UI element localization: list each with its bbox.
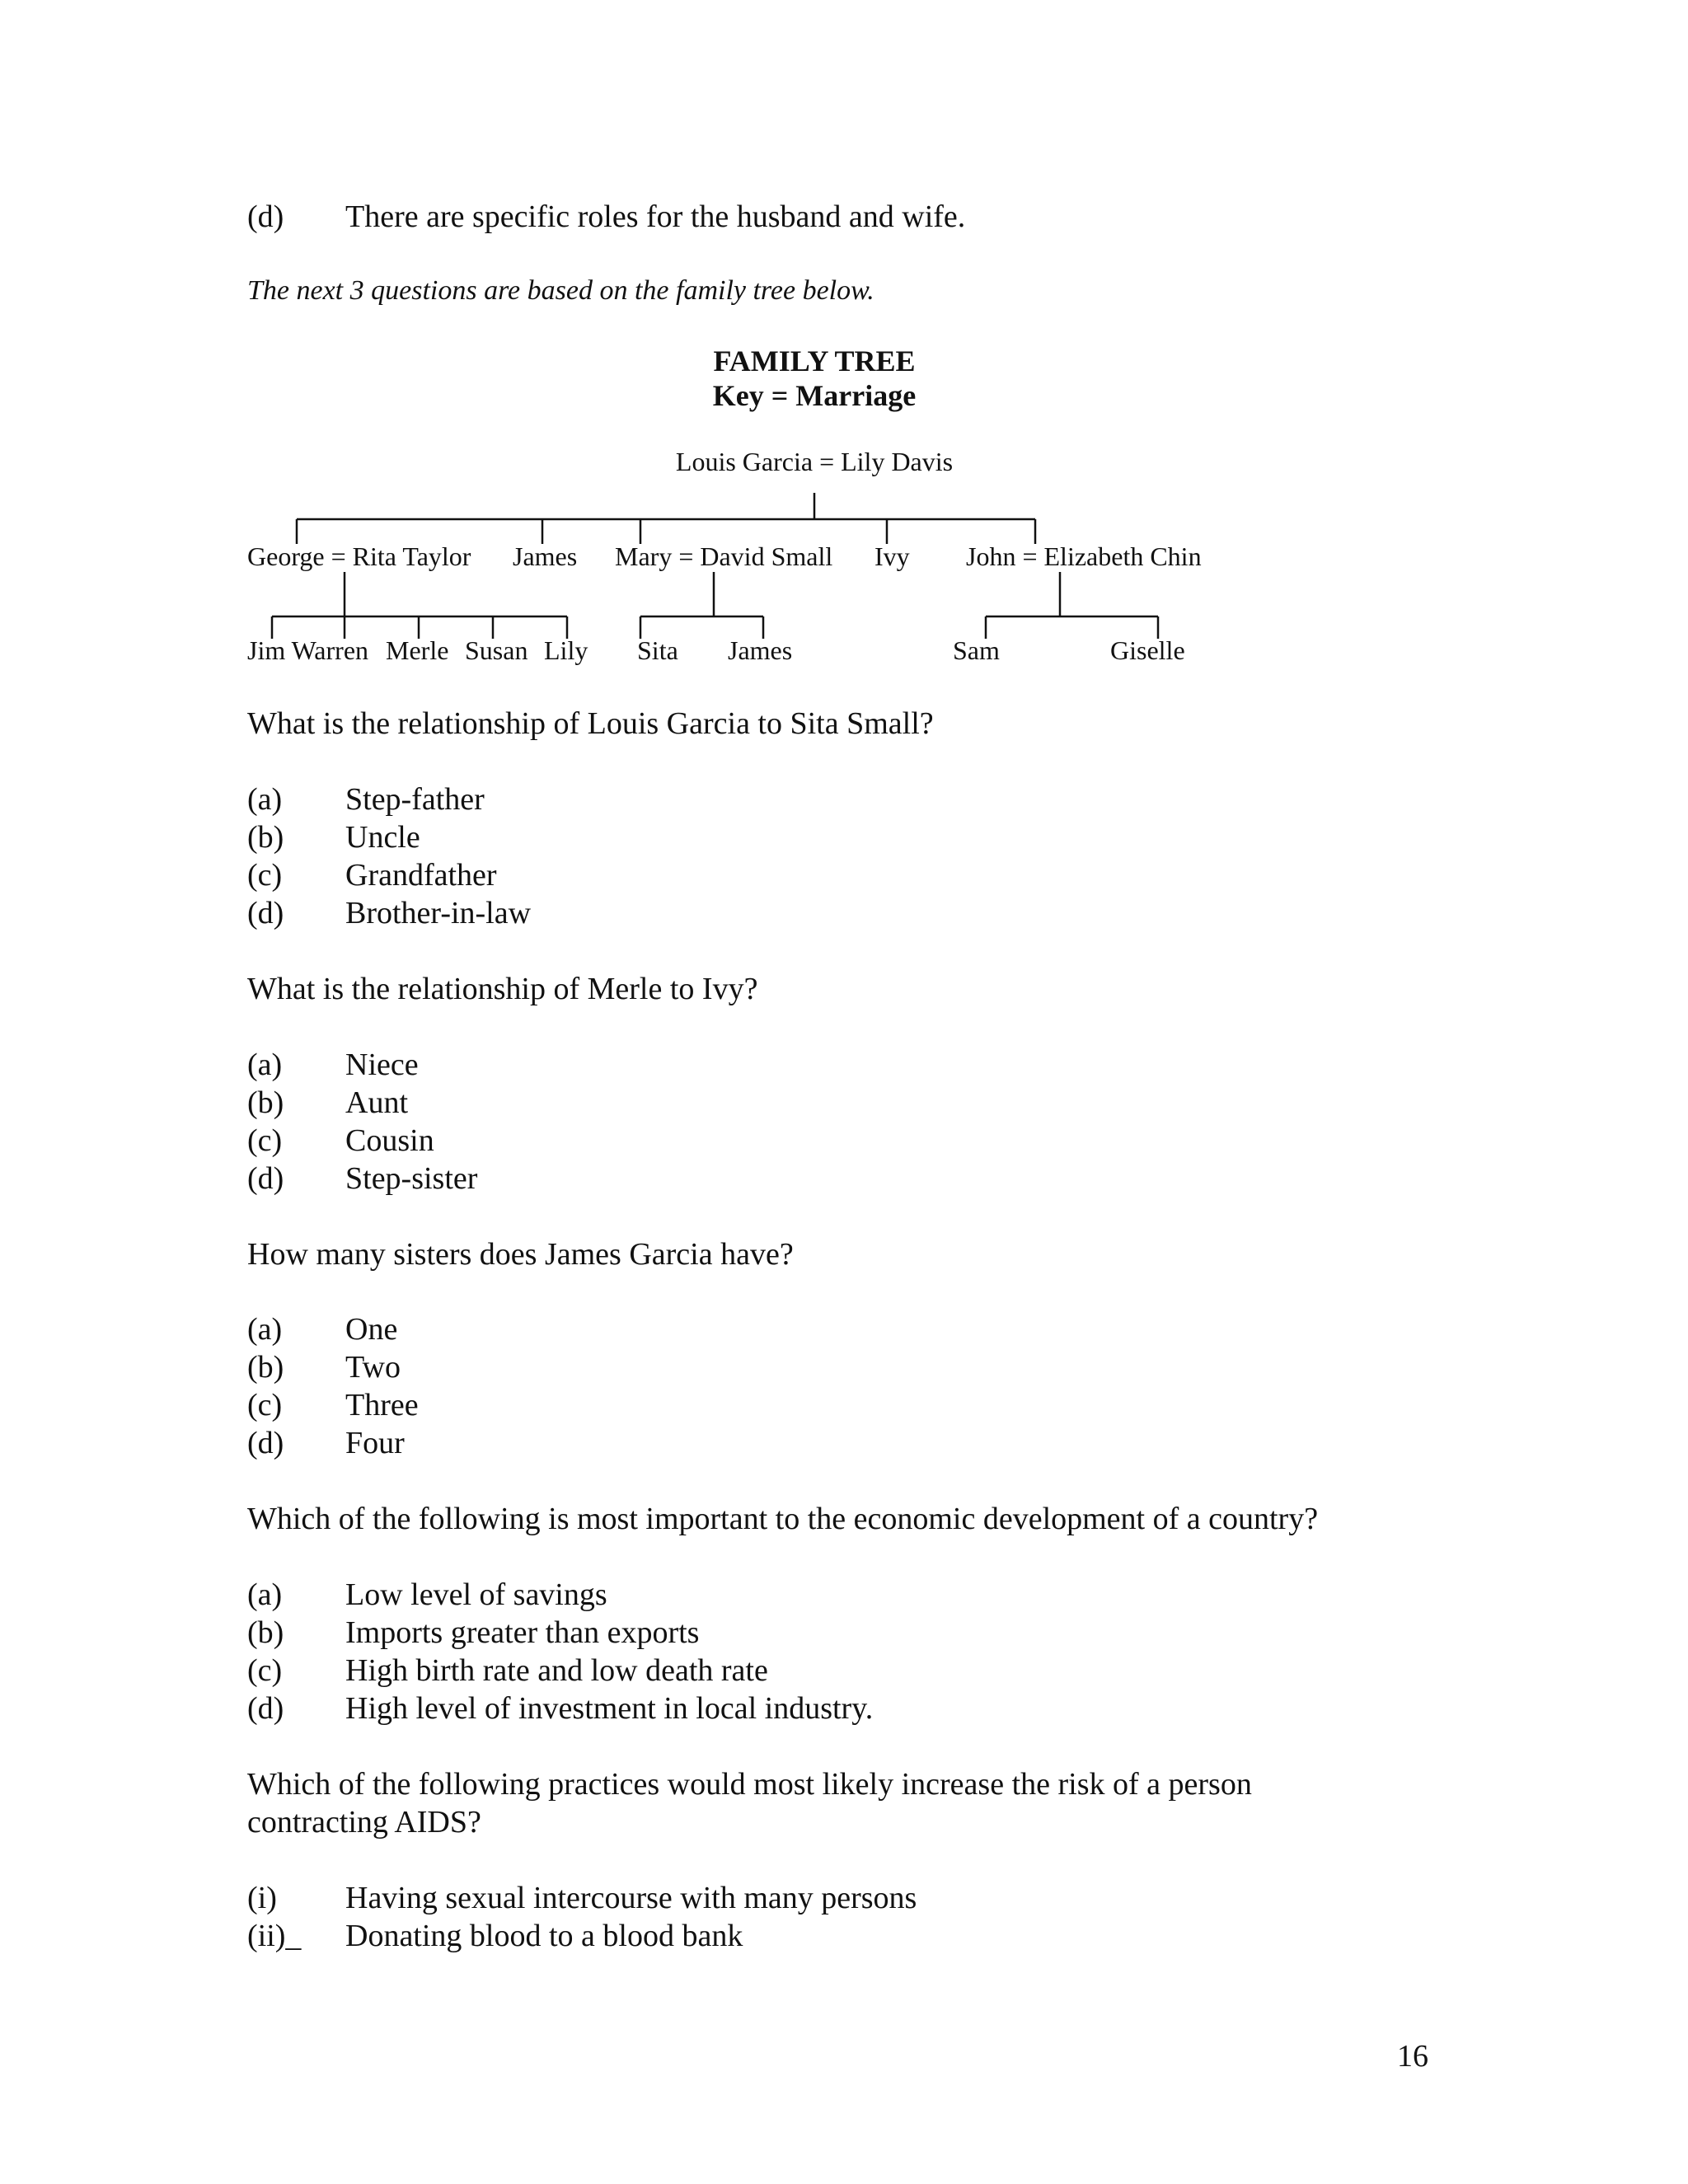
james-node: James: [513, 541, 578, 571]
tree-key: Key = Marriage: [712, 379, 917, 412]
ivy-node: Ivy: [874, 541, 910, 571]
option-label: (b): [247, 1350, 284, 1385]
option-text: High birth rate and low death rate: [345, 1653, 768, 1688]
option-label: (b): [247, 1615, 284, 1650]
grandparents-node: Louis Garcia = Lily Davis: [675, 447, 954, 476]
option-label: (b): [247, 1085, 284, 1120]
option-text: Brother-in-law: [345, 896, 532, 930]
option-text: Aunt: [345, 1085, 408, 1120]
option-text: Cousin: [345, 1123, 434, 1158]
question-text: What is the relationship of Louis Garcia to Sita Small?: [247, 706, 934, 741]
tree-intro: The next 3 questions are based on the family tree below.: [247, 275, 874, 306]
tree-title: FAMILY TREE: [713, 344, 916, 377]
option-text: There are specific roles for the husband and wife.: [345, 199, 966, 234]
option-text: One: [345, 1312, 398, 1347]
option-label: (c): [247, 1653, 283, 1688]
jim-warren-node: Jim Warren: [247, 635, 369, 665]
page-number: 16: [1397, 2039, 1428, 2074]
option-label: (c): [247, 1388, 283, 1422]
option-label: (c): [247, 1123, 283, 1158]
option-text: Four: [345, 1426, 405, 1460]
option-label: (d): [247, 896, 284, 930]
option-text: Having sexual intercourse with many persons: [345, 1881, 917, 1915]
question-text: Which of the following is most important to the economic development of a country?: [247, 1502, 1319, 1536]
lily-node: Lily: [544, 635, 588, 665]
susan-node: Susan: [465, 635, 528, 665]
option-text: Step-sister: [345, 1161, 478, 1196]
george-rita-node: George = Rita Taylor: [247, 541, 471, 571]
mary-david-node: Mary = David Small: [615, 541, 833, 571]
question-text: How many sisters does James Garcia have?: [247, 1237, 794, 1272]
option-label: (a): [247, 1047, 283, 1082]
option-label: (ii)_: [247, 1919, 302, 1953]
option-label: (d): [247, 1426, 284, 1460]
option-label: (b): [247, 820, 284, 855]
option-label: (a): [247, 782, 283, 817]
option-text: Donating blood to a blood bank: [345, 1919, 743, 1953]
option-label: (i): [247, 1881, 277, 1915]
question-text: What is the relationship of Merle to Ivy?: [247, 972, 758, 1006]
option-text: Low level of savings: [345, 1577, 607, 1612]
option-text: Three: [345, 1388, 419, 1422]
option-text: Imports greater than exports: [345, 1615, 700, 1650]
option-label: (a): [247, 1577, 283, 1612]
giselle-node: Giselle: [1110, 635, 1185, 665]
option-label: (d): [247, 1161, 284, 1196]
option-label: (c): [247, 858, 283, 893]
question-text-continued: contracting AIDS?: [247, 1805, 481, 1840]
sam-node: Sam: [953, 635, 1000, 665]
james-child-node: James: [728, 635, 793, 665]
option-label: (a): [247, 1312, 283, 1347]
john-elizabeth-node: John = Elizabeth Chin: [966, 541, 1202, 571]
option-text: Grandfather: [345, 858, 497, 893]
option-text: Niece: [345, 1047, 419, 1082]
option-text: Step-father: [345, 782, 485, 817]
merle-node: Merle: [386, 635, 449, 665]
option-label: (d): [247, 1691, 284, 1726]
option-text: Two: [345, 1350, 401, 1385]
option-text: Uncle: [345, 820, 420, 855]
sita-node: Sita: [637, 635, 678, 665]
question-text: Which of the following practices would most likely increase the risk of a person: [247, 1767, 1252, 1802]
option-text: High level of investment in local industry.: [345, 1691, 874, 1726]
option-label: (d): [247, 199, 284, 234]
